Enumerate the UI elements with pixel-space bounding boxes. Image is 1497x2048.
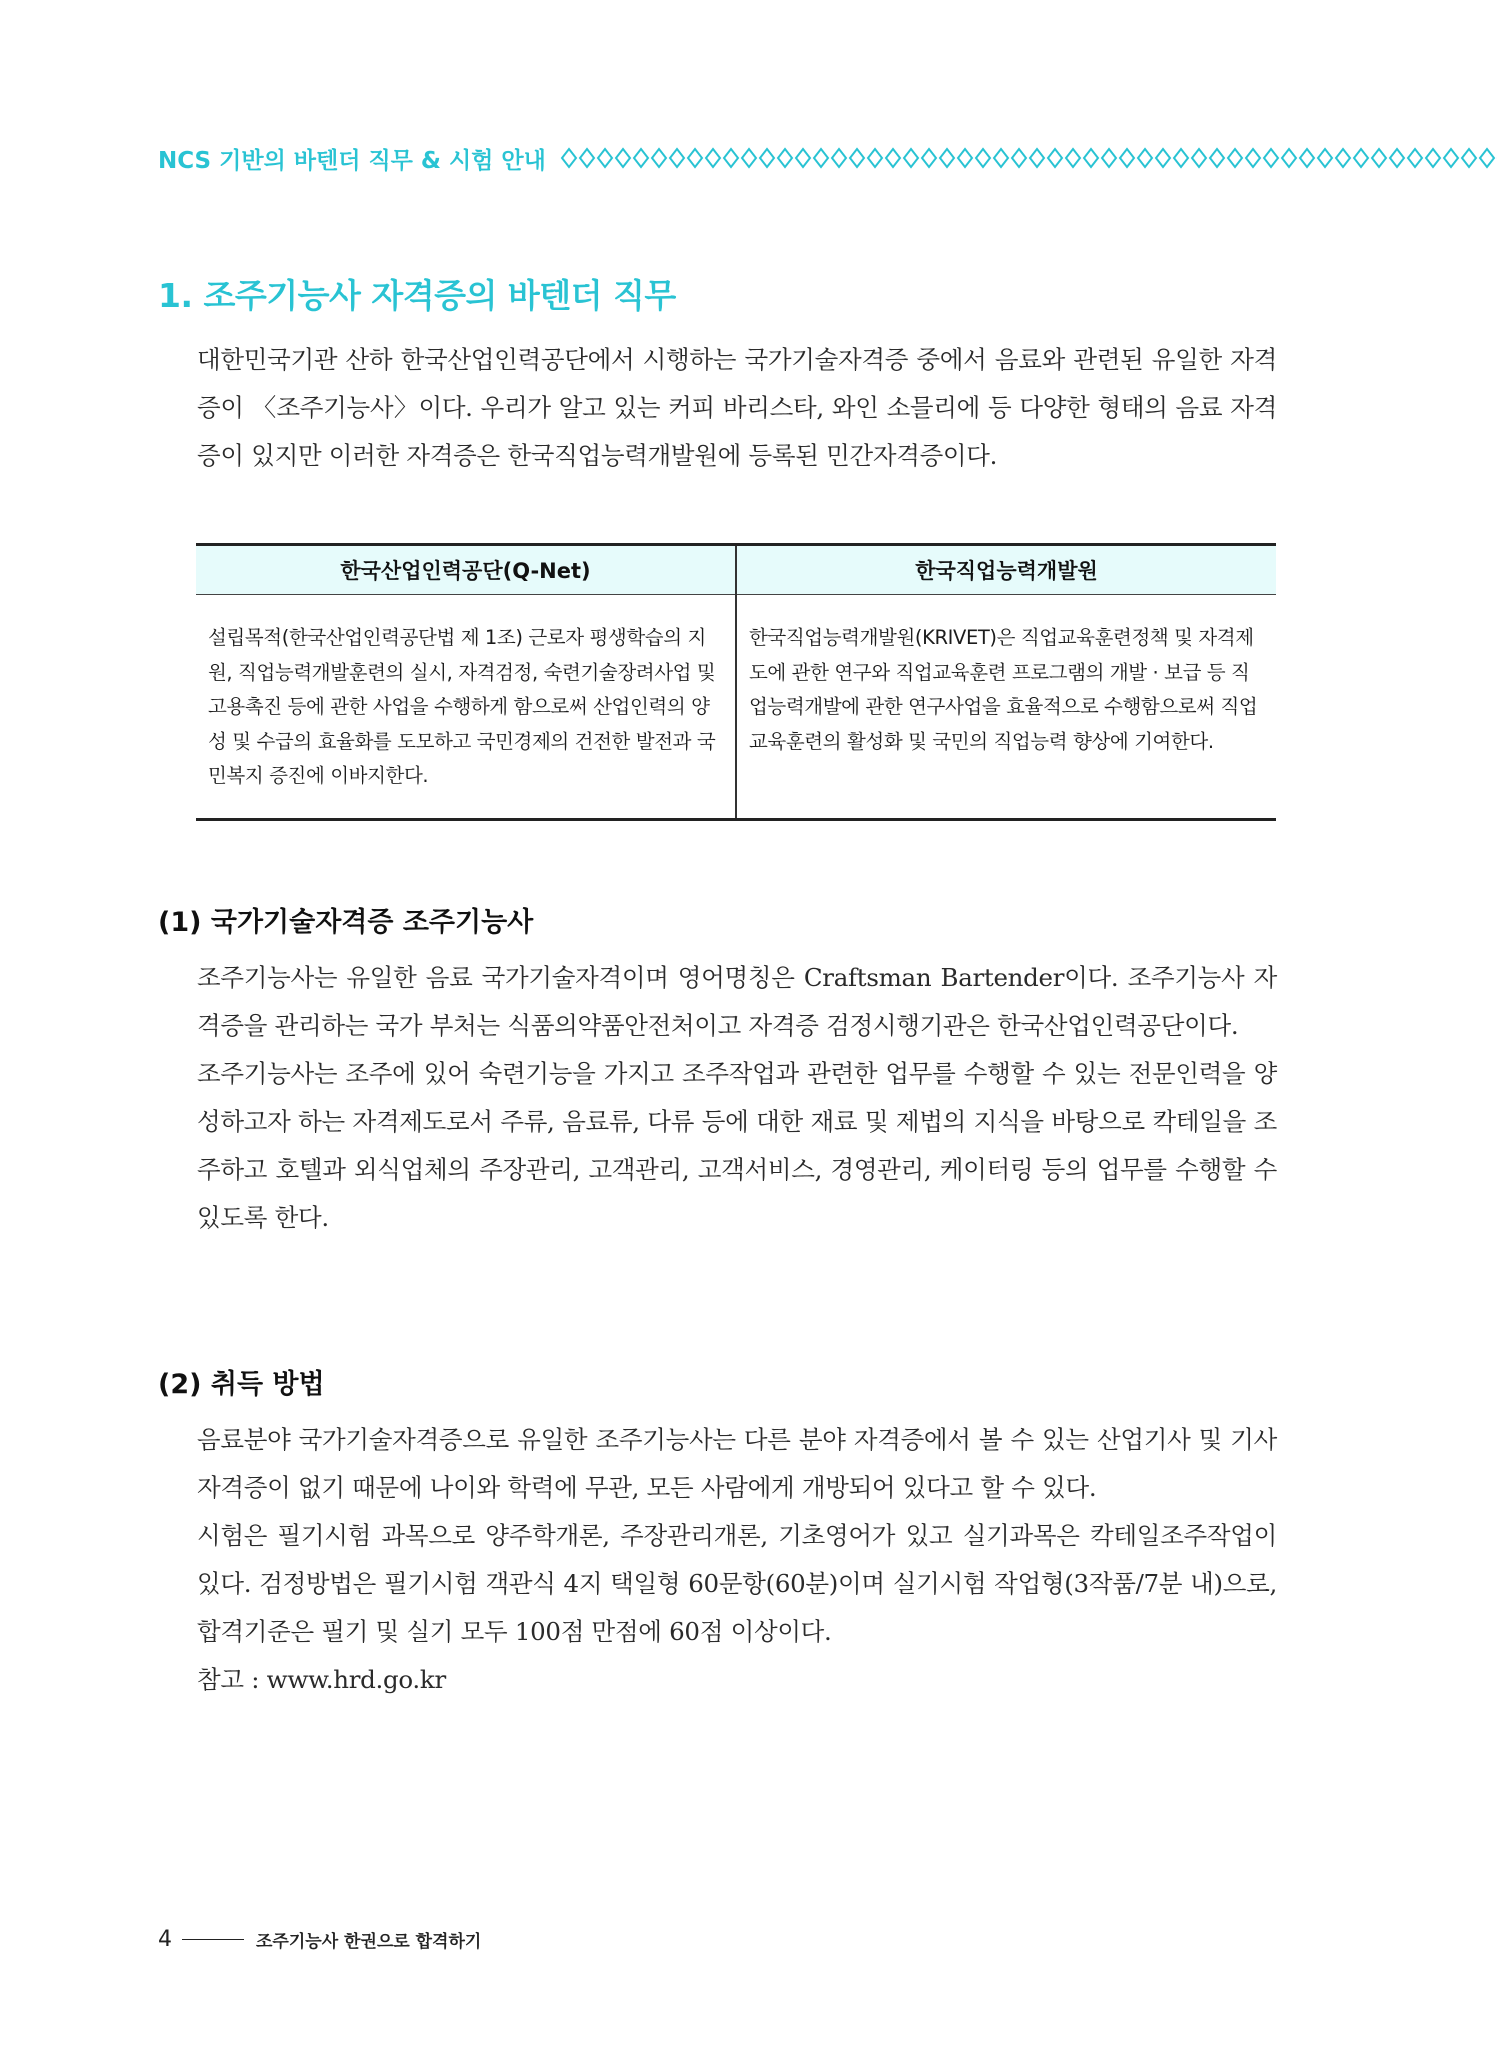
subsection-1-paragraph-1: 조주기능사는 유일한 음료 국가기술자격이며 영어명칭은 Craftsman Bartender이다. 조주기능사 자격증을 관리하는 국가 부처는 식품의약품안전처이고 자격증 검정시행기관은 한국산업인력공단이다. xyxy=(197,963,1277,1040)
table-header-krivet: 한국직업능력개발원 xyxy=(736,545,1276,595)
comparison-table xyxy=(196,543,1276,821)
subsection-2-body xyxy=(197,1416,1277,1704)
table-header-row xyxy=(196,545,1276,595)
subsection-1-title: (1) 국가기술자격증 조주기능사 xyxy=(158,907,534,938)
running-head-title: NCS 기반의 바텐더 직무 & 시험 안내 xyxy=(158,147,546,174)
footer-rule xyxy=(182,1939,244,1940)
subsection-2-paragraph-2: 시험은 필기시험 과목으로 양주학개론, 주장관리개론, 기초영어가 있고 실기과목은 칵테일조주작업이 있다. 검정방법은 필기시험 객관식 4지 택일형 60문항(60분)이며 실기시험 작업형(3작품/7분 내)으로, 합격기준은 필기 및 실기 모두 100점 만점에 60점 이상이다. xyxy=(197,1521,1277,1646)
page-footer xyxy=(158,1924,481,1954)
diamond-border-decoration xyxy=(560,146,1497,170)
section-title: 1. 조주기능사 자격증의 바텐더 직무 xyxy=(158,276,676,315)
table-row xyxy=(196,595,1276,820)
reference-line: 참고 : www.hrd.go.kr xyxy=(197,1665,446,1694)
running-head xyxy=(158,140,1497,176)
subsection-2-title: (2) 취득 방법 xyxy=(158,1369,325,1400)
subsection-1-paragraph-2: 조주기능사는 조주에 있어 숙련기능을 가지고 조주작업과 관련한 업무를 수행할 수 있는 전문인력을 양성하고자 하는 자격제도로서 주류, 음료류, 다류 등에 대한 재료 및 제법의 지식을 바탕으로 칵테일을 조주하고 호텔과 외식업체의 주장관리, 고객관리, 고객서비스, 경영관리, 케이터링 등의 업무를 수행할 수 있도록 한다. xyxy=(197,1059,1277,1232)
page-number: 4 xyxy=(158,1926,172,1952)
table-cell-krivet: 한국직업능력개발원(KRIVET)은 직업교육훈련정책 및 자격제도에 관한 연구와 직업교육훈련 프로그램의 개발 · 보급 등 직업능력개발에 관한 연구사업을 효율적으로 수행함으로써 직업교육훈련의 활성화 및 국민의 직업능력 향상에 기여한다. xyxy=(736,595,1276,820)
intro-paragraph xyxy=(197,336,1277,480)
table-cell-qnet: 설립목적(한국산업인력공단법 제 1조) 근로자 평생학습의 지원, 직업능력개발훈련의 실시, 자격검정, 숙련기술장려사업 및 고용촉진 등에 관한 사업을 수행하게 함으로써 산업인력의 양성 및 수급의 효율화를 도모하고 국민경제의 건전한 발전과 국민복지 증진에 이바지한다. xyxy=(208,626,716,787)
table-header-qnet: 한국산업인력공단(Q-Net) xyxy=(196,545,736,595)
intro-text: 대한민국기관 산하 한국산업인력공단에서 시행하는 국가기술자격증 중에서 음료와 관련된 유일한 자격증이 〈조주기능사〉이다. 우리가 알고 있는 커피 바리스타, 와인 소믈리에 등 다양한 형태의 음료 자격증이 있지만 이러한 자격증은 한국직업능력개발원에 등록된 민간자격증이다. xyxy=(197,345,1277,470)
subsection-2-paragraph-1: 음료분야 국가기술자격증으로 유일한 조주기능사는 다른 분야 자격증에서 볼 수 있는 산업기사 및 기사 자격증이 없기 때문에 나이와 학력에 무관, 모든 사람에게 개방되어 있다고 할 수 있다. xyxy=(197,1425,1277,1502)
subsection-1-body xyxy=(197,954,1277,1242)
book-title: 조주기능사 한권으로 합격하기 xyxy=(256,1931,482,1952)
